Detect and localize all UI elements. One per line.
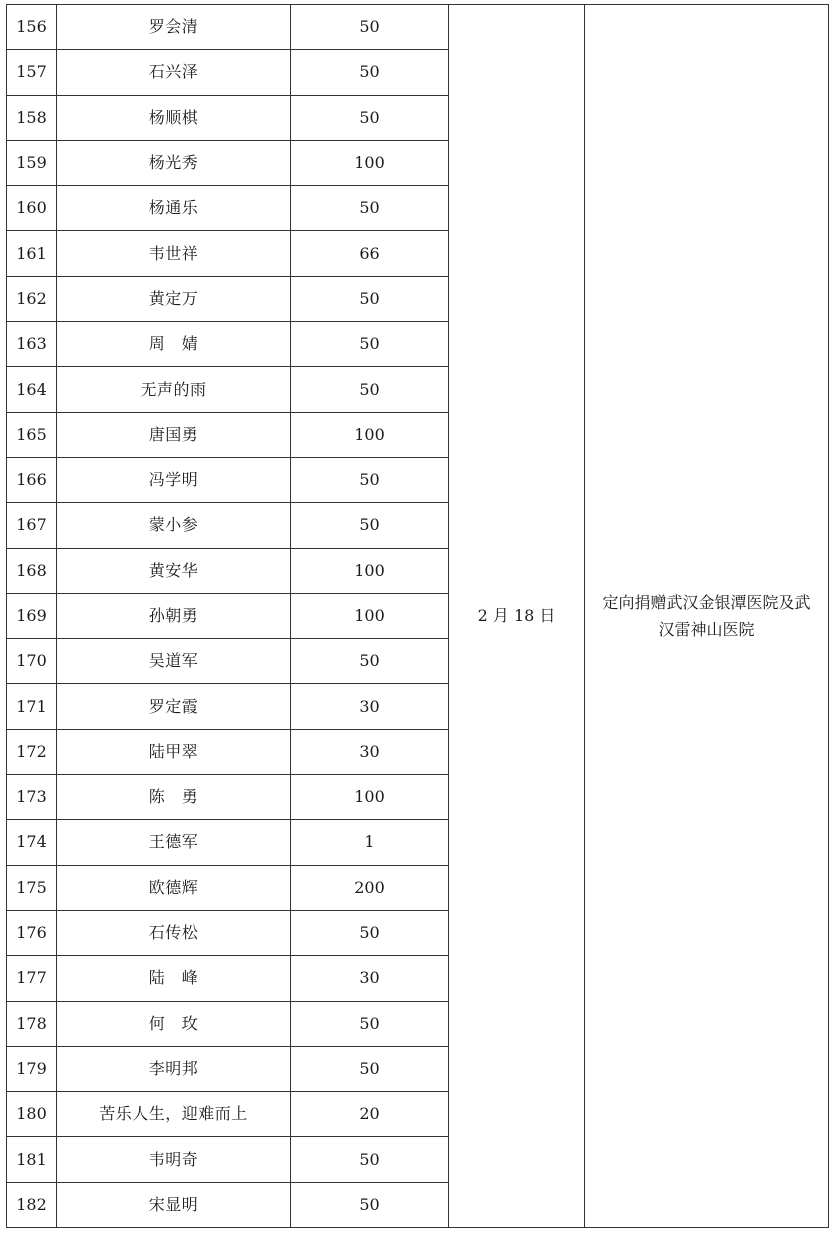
serial-number-cell: 177 [7, 956, 57, 1001]
serial-number-cell: 165 [7, 412, 57, 457]
serial-number-cell: 160 [7, 186, 57, 231]
donor-name-cell: 黄定万 [57, 276, 291, 321]
donation-amount-cell: 50 [291, 50, 449, 95]
serial-number-cell: 176 [7, 910, 57, 955]
serial-number-cell: 181 [7, 1137, 57, 1182]
donor-name-cell: 李明邦 [57, 1046, 291, 1091]
donation-amount-cell: 30 [291, 956, 449, 1001]
donor-name-cell: 苦乐人生，迎难而上 [57, 1092, 291, 1137]
donation-amount-cell: 100 [291, 775, 449, 820]
donation-amount-cell: 50 [291, 276, 449, 321]
serial-number-cell: 174 [7, 820, 57, 865]
donor-name-cell: 陆 峰 [57, 956, 291, 1001]
donor-name-cell: 罗会清 [57, 5, 291, 50]
serial-number-cell: 162 [7, 276, 57, 321]
serial-number-cell: 178 [7, 1001, 57, 1046]
donation-purpose-line-2: 汉雷神山医院 [658, 620, 755, 639]
donation-amount-cell: 100 [291, 412, 449, 457]
donation-amount-cell: 50 [291, 1001, 449, 1046]
donor-name-cell: 杨通乐 [57, 186, 291, 231]
donor-name-cell: 宋显明 [57, 1182, 291, 1227]
serial-number-cell: 172 [7, 729, 57, 774]
donation-amount-cell: 50 [291, 639, 449, 684]
donation-amount-cell: 50 [291, 186, 449, 231]
donation-amount-cell: 50 [291, 457, 449, 502]
serial-number-cell: 163 [7, 322, 57, 367]
serial-number-cell: 171 [7, 684, 57, 729]
donation-amount-cell: 30 [291, 729, 449, 774]
serial-number-cell: 179 [7, 1046, 57, 1091]
donation-amount-cell: 100 [291, 140, 449, 185]
donation-table-body [7, 5, 829, 1228]
donation-table [6, 4, 829, 1228]
donation-amount-cell: 50 [291, 5, 449, 50]
donation-amount-cell: 100 [291, 548, 449, 593]
donor-name-cell: 杨顺棋 [57, 95, 291, 140]
donation-amount-cell: 30 [291, 684, 449, 729]
donor-name-cell: 吴道军 [57, 639, 291, 684]
donor-name-cell: 蒙小参 [57, 503, 291, 548]
serial-number-cell: 158 [7, 95, 57, 140]
serial-number-cell: 169 [7, 593, 57, 638]
donor-name-cell: 罗定霞 [57, 684, 291, 729]
donor-name-cell: 韦世祥 [57, 231, 291, 276]
donor-name-cell: 欧德辉 [57, 865, 291, 910]
donor-name-cell: 石传松 [57, 910, 291, 955]
donor-name-cell: 唐国勇 [57, 412, 291, 457]
donor-name-cell: 杨光秀 [57, 140, 291, 185]
serial-number-cell: 173 [7, 775, 57, 820]
donor-name-cell: 黄安华 [57, 548, 291, 593]
donation-purpose-line-1: 定向捐赠武汉金银潭医院及武 [602, 593, 811, 612]
serial-number-cell: 168 [7, 548, 57, 593]
donation-amount-cell: 50 [291, 1046, 449, 1091]
donor-name-cell: 冯学明 [57, 457, 291, 502]
donor-name-cell: 韦明奇 [57, 1137, 291, 1182]
donation-amount-cell: 50 [291, 1137, 449, 1182]
serial-number-cell: 166 [7, 457, 57, 502]
donor-name-cell: 陆甲翠 [57, 729, 291, 774]
donor-name-cell: 王德军 [57, 820, 291, 865]
donation-date-cell: 2 月 18 日 [449, 5, 585, 1228]
serial-number-cell: 175 [7, 865, 57, 910]
donation-amount-cell: 200 [291, 865, 449, 910]
donor-name-cell: 周 婧 [57, 322, 291, 367]
serial-number-cell: 159 [7, 140, 57, 185]
donor-name-cell: 何 玫 [57, 1001, 291, 1046]
serial-number-cell: 180 [7, 1092, 57, 1137]
donor-name-cell: 孙朝勇 [57, 593, 291, 638]
donor-name-cell: 陈 勇 [57, 775, 291, 820]
serial-number-cell: 157 [7, 50, 57, 95]
serial-number-cell: 164 [7, 367, 57, 412]
donation-amount-cell: 50 [291, 322, 449, 367]
serial-number-cell: 161 [7, 231, 57, 276]
serial-number-cell: 170 [7, 639, 57, 684]
donation-amount-cell: 100 [291, 593, 449, 638]
donation-amount-cell: 20 [291, 1092, 449, 1137]
donation-amount-cell: 66 [291, 231, 449, 276]
donation-amount-cell: 50 [291, 503, 449, 548]
donation-amount-cell: 50 [291, 1182, 449, 1227]
serial-number-cell: 156 [7, 5, 57, 50]
donor-name-cell: 石兴泽 [57, 50, 291, 95]
donation-amount-cell: 50 [291, 367, 449, 412]
donation-amount-cell: 50 [291, 95, 449, 140]
serial-number-cell: 167 [7, 503, 57, 548]
donation-amount-cell: 1 [291, 820, 449, 865]
serial-number-cell: 182 [7, 1182, 57, 1227]
table-row [7, 5, 829, 50]
donation-amount-cell: 50 [291, 910, 449, 955]
donor-name-cell: 无声的雨 [57, 367, 291, 412]
donation-purpose-cell [585, 5, 829, 1228]
